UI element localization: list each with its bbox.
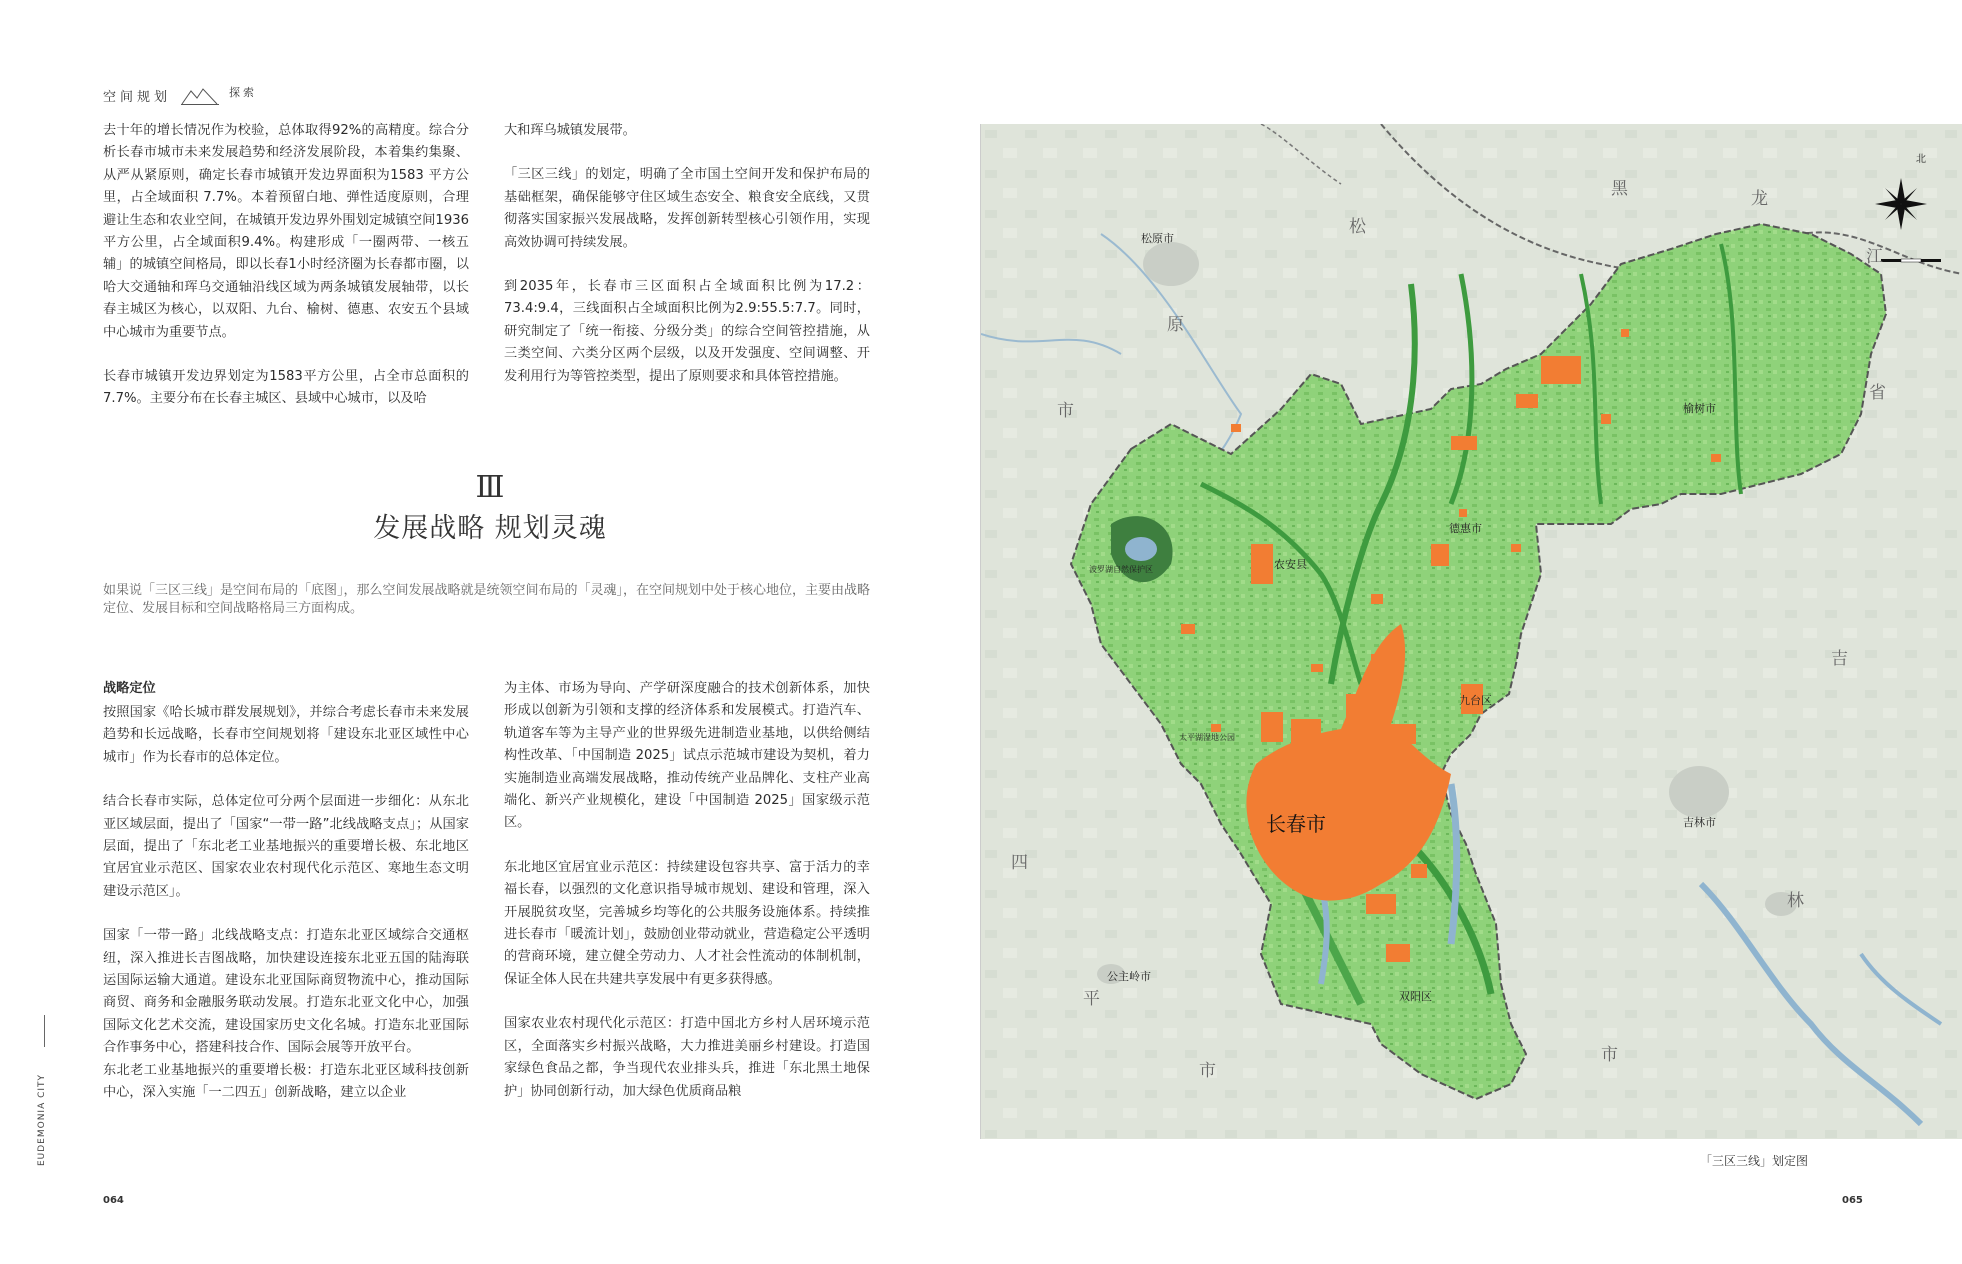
city-label-jilin: 吉林市 [1683,816,1716,829]
side-rule [44,1015,45,1047]
region-label: 省 [1869,383,1886,403]
map-caption: 「三区三线」划定图 [1700,1154,1809,1168]
region-label: 龙 [1751,189,1768,209]
city-label-dehui: 德惠市 [1449,522,1482,535]
paragraph: 大和珲乌城镇发展带。 [504,123,636,138]
paragraph: 东北老工业基地振兴的重要增长极：打造东北亚区域科技创新中心，深入实施「一二四五」创新战略，建立以企业 [103,1062,469,1101]
city-label-shuangyang: 双阳区 [1399,990,1432,1003]
section-title: 发展战略 规划灵魂 [373,513,607,544]
page-number-right: 065 [1842,1195,1863,1206]
region-label: 江 [1866,247,1883,267]
region-label: 吉 [1831,649,1848,669]
north-label: 北 [1916,154,1926,165]
text-column-4 [504,678,870,1125]
region-label: 市 [1601,1045,1618,1065]
magazine-name: EUDEMONIA CITY [37,1073,48,1167]
paragraph: 去十年的增长情况作为校验，总体取得92%的高精度。综合分析长春市城市未来发展趋势和经济发展阶段，本着集约集聚、从严从紧原则，确定长春市城镇开发边界面积为1583 平方公里，占全域面积 7.7%。本着预留白地、弹性适度原则，合理避让生态和农业空间，在城镇开发边界外围划定城镇空间1936平方公里，占全域面积9.4%。构建形成「一圈两带、一核五辅」的城镇空间格局，即以长春1小时经济圈为长春都市圈，以哈大交通轴和珲乌交通轴沿线区域为两条城镇发展轴带，以长春主城区为核心，以双阳、九台、榆树、德惠、农安五个县域中心城市为重要节点。 [103,123,469,340]
subheading: 战略定位 [103,681,156,696]
city-label-changchun: 长春市 [1266,812,1326,836]
paragraph: 结合长春市实际，总体定位可分两个层面进一步细化：从东北亚区域层面，提出了「国家“一带一路”北线战略支点」；从国家层面，提出了「东北老工业基地振兴的重要增长极、东北地区宜居宜业示范区、国家农业农村现代化示范区、寒地生态文明建设示范区」。 [103,794,469,899]
region-label: 市 [1199,1061,1216,1081]
scale-bar [1881,259,1941,262]
header-section: 空间规划 [103,90,172,105]
label-park: 太平湖湿地公园 [1179,733,1235,742]
city-label-gongzhuling: 公主岭市 [1107,970,1151,983]
paragraph: 国家「一带一路」北线战略支点：打造东北亚区域综合交通枢纽，深入推进长吉图战略，加快建设连接东北亚五国的陆海联运国际运输大通道。建设东北亚国际商贸物流中心，推动国际商贸、商务和金融服务联动发展。打造东北亚文化中心，加强国际文化艺术交流，建设国家历史文化名城。打造东北亚国际合作事务中心，搭建科技合作、国际会展等开放平台。 [103,928,469,1056]
paragraph: 东北地区宜居宜业示范区：持续建设包容共享、富于活力的幸福长春，以强烈的文化意识指导城市规划、建设和管理，深入开展脱贫攻坚，完善城乡均等化的公共服务设施体系。持续推进长春市「暖流计划」，鼓励创业带动就业，营造稳定公平透明的营商环境，建立健全劳动力、人才社会性流动的体制机制，保证全体人民在共建共享发展中有更多获得感。 [504,859,870,987]
text-column-2 [504,120,870,410]
paragraph: 到2035年，长春市三区面积占全域面积比例为17.2：73.4:9.4，三线面积占全域面积比例为2.9:55.5:7.7。同时，研究制定了「统一衔接、分级分类」的综合空间管控措施，从三类空间、六类分区两个层级，以及开发强度、空间调整、开发利用行为等管控类型，提出了原则要求和具体管控措施。 [504,279,870,384]
header-tag: 探索 [229,85,258,99]
label-reserve: 波罗湖自然保护区 [1089,565,1153,574]
section-intro: 如果说「三区三线」是空间布局的「底图」，那么空间发展战略就是统领空间布局的「灵魂」，在空间规划中处于核心地位，主要由战略定位、发展目标和空间战略格局三方面构成。 [103,583,871,616]
region-label: 黑 [1611,179,1628,199]
city-label-jiutai: 九台区 [1459,694,1492,707]
paragraph: 为主体、市场为导向、产学研深度融合的技术创新体系，加快形成以创新为引领和支撑的经济体系和发展模式。打造汽车、轨道客车等为主导产业的世界级先进制造业基地，以供给侧结构性改革、「中国制造 2025」试点示范城市建设为契机，着力实施制造业高端发展战略，推动传统产业品牌化、支柱产业高端化、新兴产业规模化，建设「中国制造 2025」国家级示范区。 [504,681,870,831]
region-label: 林 [1787,891,1804,911]
paragraph: 「三区三线」的划定，明确了全市国土空间开发和保护布局的基础框架，确保能够守住区域生态安全、粮食安全底线，又贯彻落实国家振兴发展战略，发挥创新转型核心引领作用，实现高效协调可持续发展。 [504,167,870,250]
region-label: 市 [1057,401,1074,421]
region-label: 原 [1167,315,1184,335]
paragraph: 长春市城镇开发边界划定为1583平方公里，占全市总面积的7.7%。主要分布在长春主城区、县域中心城市，以及哈 [103,369,469,407]
page-header [103,86,257,105]
region-label: 平 [1083,989,1100,1009]
region-label: 四 [1011,853,1028,873]
section-number: Ⅲ [475,470,505,505]
city-label-yushu: 榆树市 [1683,402,1716,415]
city-label-nongan: 农安县 [1274,558,1307,571]
text-column-1 [103,120,469,433]
city-label-songyuan: 松原市 [1141,232,1174,245]
paragraph: 国家农业农村现代化示范区：打造中国北方乡村人居环境示范区，全面落实乡村振兴战略，大力推进美丽乡村建设。打造国家绿色食品之都，争当现代农业排头兵，推进「东北黑土地保护」协同创新行动，加大绿色优质商品粮 [504,1016,870,1099]
text-column-3 [103,678,469,1127]
mountain-icon [181,87,219,105]
zoning-map [980,124,1962,1139]
region-label: 松 [1349,217,1366,237]
paragraph: 按照国家《哈长城市群发展规划》，并综合考虑长春市未来发展趋势和长远战略，长春市空间规划将「建设东北亚区域性中心城市」作为长春市的总体定位。 [103,705,469,765]
page-number-left: 064 [103,1195,124,1206]
map-graphic [981,124,1962,1139]
